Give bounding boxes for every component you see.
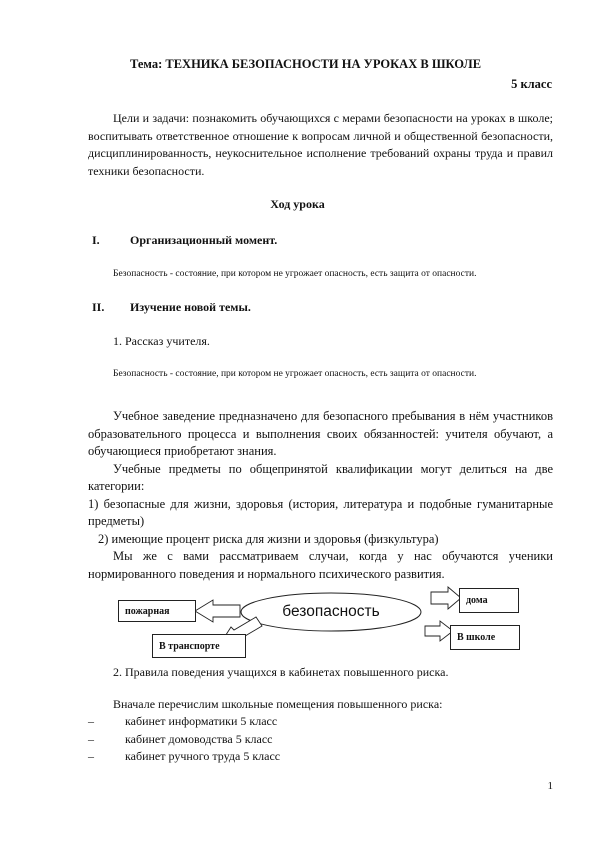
arrow-right-bottom [425,621,453,641]
list-dash: – [88,714,94,728]
list-intro: Вначале перечислим школьные помещения повышенного риска: [113,697,443,711]
section-title: Изучение новой темы. [130,300,251,314]
arrow-right-top [431,587,461,609]
list-item [88,713,280,731]
arrow-left-top [195,600,240,622]
body-paragraph: Учебное заведение предназначено для безопасного пребывания в нём участников образовательного процесса и выполнения своих обязанностей: учителя обучают, а обучающиеся приобретают знания. [88,409,553,458]
course-heading: Ход урока [270,197,325,211]
diagram-box-fire: пожарная [118,600,196,622]
subsection-item-2: 2. Правила поведения учащихся в кабинетах повышенного риска. [113,665,449,679]
section-heading-2 [92,300,392,316]
rooms-list [88,713,280,766]
definition-paragraph: Безопасность - состояние, при котором не угрожает опасность, есть защита от опасности. [113,269,477,279]
body-paragraph: Мы же с вами рассматриваем случаи, когда у нас обучаются ученики нормированного поведения и нормального психического развития. [88,549,553,581]
diagram-box-transport: В транспорте [152,634,246,658]
list-item-text: кабинет ручного труда 5 класс [125,749,281,763]
diagram-center-label: безопасность [282,603,380,620]
list-dash: – [88,749,94,763]
grade-label: 5 класс [511,77,552,91]
list-item-text: кабинет информатики 5 класс [125,714,278,728]
body-text [88,408,553,583]
body-paragraph: 1) безопасные для жизни, здоровья (история, литература и подобные гуманитарные предметы) [88,496,553,528]
definition-paragraph: Безопасность - состояние, при котором не угрожает опасность, есть защита от опасности. [113,369,477,379]
list-item [88,748,280,766]
body-paragraph: Учебные предметы по общепринятой квалификации могут делиться на две категории: [88,461,553,493]
goals-paragraph: Цели и задачи: познакомить обучающихся с мерами безопасности на уроках в школе; воспитывать ответственное отношение к вопросам личной и общественной безопасности, дисциплинированность, неукоснительное исполнение требований охраны труда и правил техники безопасности. [88,111,553,178]
section-number: II. [92,300,105,314]
list-item [88,731,280,749]
page-number: 1 [547,780,553,792]
section-number: I. [92,233,100,247]
section-title: Организационный момент. [130,233,278,247]
diagram-box-home: дома [459,588,519,613]
section-heading-1 [92,233,392,249]
subsection-item-1: 1. Рассказ учителя. [113,334,210,348]
list-dash: – [88,731,94,746]
lesson-title: Тема: ТЕХНИКА БЕЗОПАСНОСТИ НА УРОКАХ В ШКОЛЕ [130,57,482,71]
list-item-text: кабинет домоводства 5 класс [125,731,273,746]
diagram-box-school: В школе [450,625,520,650]
body-paragraph: 2) имеющие процент риска для жизни и здоровья (физкультура) [98,531,439,546]
